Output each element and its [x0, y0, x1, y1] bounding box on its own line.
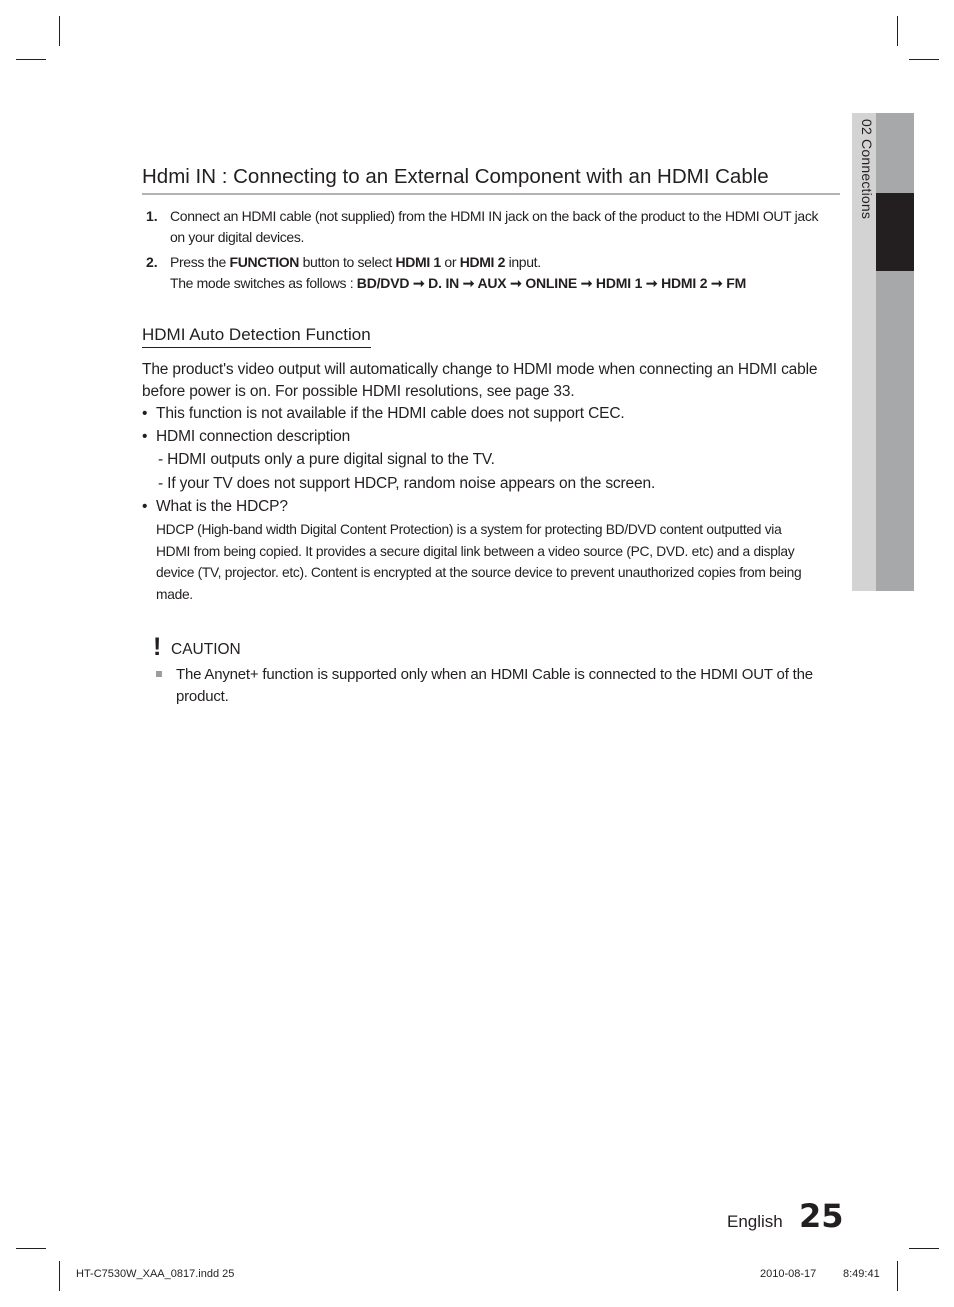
- hdcp-line: made.: [156, 586, 193, 602]
- crop-mark: [909, 59, 939, 60]
- step-text: [170, 206, 840, 248]
- function-button-label: FUNCTION: [229, 254, 300, 270]
- hdcp-line: HDCP (High-band width Digital Content Protection) is a system for protecting BD/DVD content outputted via: [156, 522, 782, 537]
- bullet-item: [142, 426, 842, 448]
- bullet-item: [142, 403, 842, 425]
- step-line: on your digital devices.: [170, 229, 305, 245]
- square-bullet-icon: [156, 671, 162, 677]
- step-number: 2.: [146, 254, 158, 270]
- dash-item: - If your TV does not support HDCP, random noise appears on the screen.: [158, 475, 656, 492]
- chapter-tab-bar: [876, 113, 914, 591]
- mode-sequence: BD/DVD ➞ D. IN ➞ AUX ➞ ONLINE ➞ HDMI 1 ➞ HDMI 2 ➞ FM: [356, 275, 747, 291]
- hdcp-line: HDMI from being copied. It provides a secure digital link between a video source (PC, DVD. etc) and a display: [156, 543, 795, 559]
- section-heading: HDMI Auto Detection Function: [142, 325, 371, 348]
- mode-sequence-prefix: The mode switches as follows :: [170, 275, 357, 291]
- step-text: [170, 252, 840, 294]
- hdmi2-label: HDMI 2: [459, 254, 506, 270]
- crop-mark: [897, 16, 898, 46]
- page-number: 25: [799, 1197, 844, 1235]
- dash-item: - HDMI outputs only a pure digital signal to the TV.: [158, 451, 495, 468]
- step-text-run: button to select: [299, 254, 396, 270]
- hdcp-description: [156, 519, 842, 605]
- page-title: Hdmi IN : Connecting to an External Component with an HDMI Cable: [142, 165, 769, 188]
- bullet-dot: •: [142, 498, 148, 515]
- slug-file: HT-C7530W_XAA_0817.indd 25: [76, 1268, 235, 1280]
- mode-sequence-line: [170, 273, 840, 294]
- crop-mark: [59, 1261, 60, 1291]
- step-line: Connect an HDMI cable (not supplied) from the HDMI IN jack on the back of the product to the HDMI OUT jack: [170, 208, 819, 224]
- step-2: [142, 252, 840, 294]
- chapter-tab: [852, 113, 914, 591]
- step-1: [142, 206, 840, 248]
- hdcp-line: device (TV, projector. etc). Content is encrypted at the source device to prevent unauthorized copies from being: [156, 565, 802, 580]
- crop-mark: [59, 16, 60, 46]
- step-text-run: input.: [505, 254, 541, 270]
- slug-time: 8:49:41: [843, 1268, 880, 1280]
- crop-mark: [16, 59, 46, 60]
- chapter-tab-label: 02 Connections: [859, 119, 875, 220]
- bullet-text: This function is not available if the HDMI cable does not support CEC.: [156, 405, 625, 422]
- bullet-text: HDMI connection description: [156, 428, 351, 445]
- paragraph-line: before power is on. For possible HDMI resolutions, see page 33.: [142, 382, 575, 400]
- caution-note: [154, 664, 842, 707]
- chapter-tab-active-marker: [876, 193, 914, 271]
- bullet-item: [142, 496, 842, 518]
- slug-date: 2010-08-17: [760, 1268, 817, 1280]
- step-text-run: Press the: [170, 254, 230, 270]
- crop-mark: [16, 1248, 46, 1249]
- caution-icon: !: [153, 633, 162, 661]
- bullet-dot: •: [142, 428, 148, 445]
- hdmi1-label: HDMI 1: [395, 254, 441, 270]
- bullet-dot: •: [142, 405, 148, 422]
- crop-mark: [897, 1261, 898, 1291]
- caution-line: The Anynet+ function is supported only when an HDMI Cable is connected to the HDMI OUT of the: [176, 666, 813, 683]
- bullet-text: What is the HDCP?: [156, 498, 288, 515]
- crop-mark: [909, 1248, 939, 1249]
- title-divider: [142, 193, 840, 195]
- footer-language: English: [727, 1212, 783, 1231]
- caution-title: CAUTION: [171, 641, 241, 658]
- intro-paragraph: [142, 359, 842, 402]
- step-line: [170, 252, 840, 273]
- step-text-run: or: [440, 254, 460, 270]
- step-number: 1.: [146, 208, 158, 224]
- caution-line: product.: [176, 687, 229, 705]
- paragraph-line: The product's video output will automatically change to HDMI mode when connecting an HDMI cable: [142, 361, 818, 378]
